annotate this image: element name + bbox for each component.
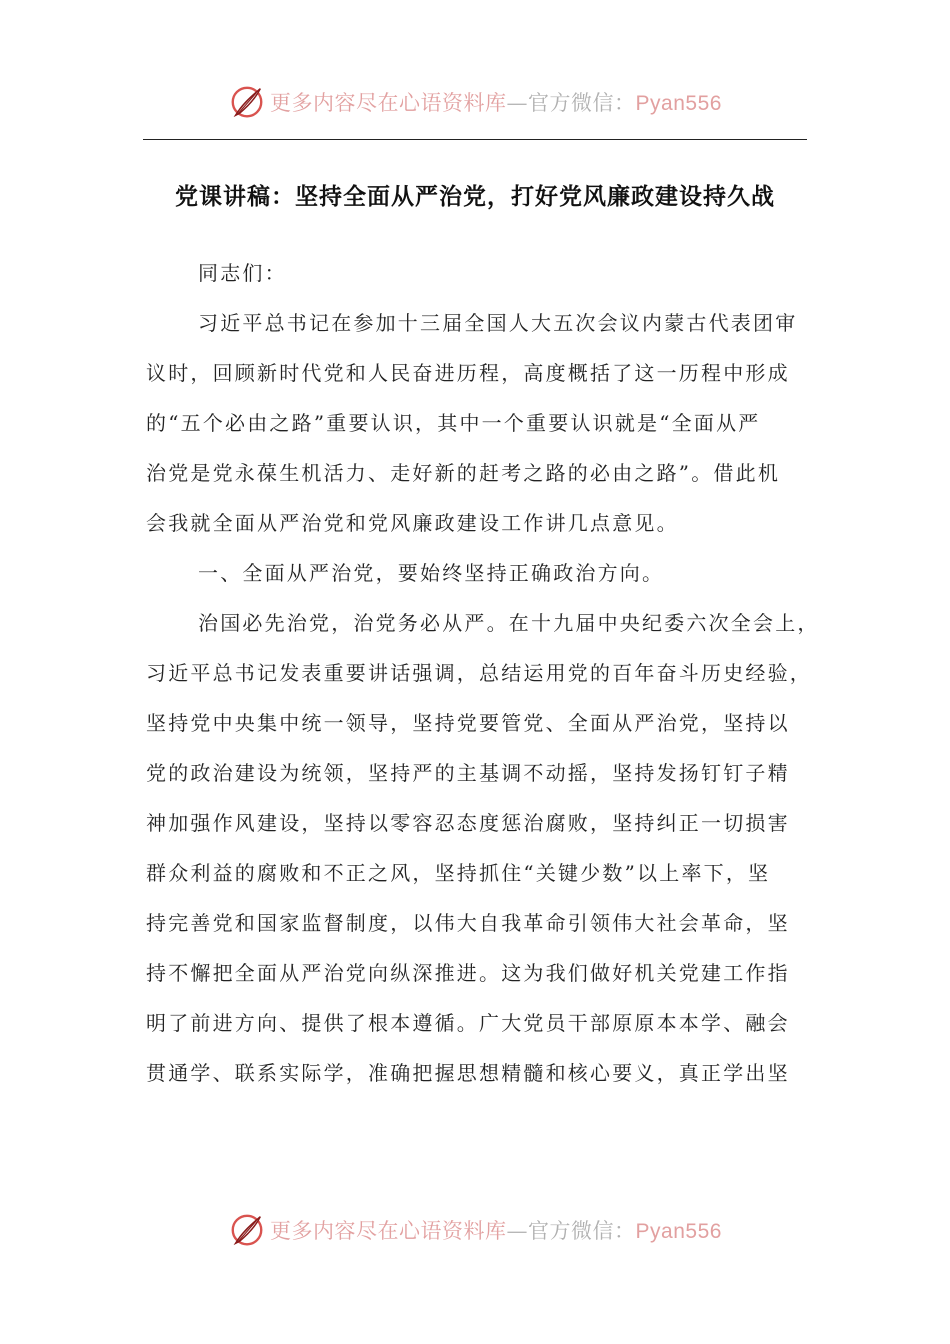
body-text-line: 持不懈把全面从严治党向纵深推进。这为我们做好机关党建工作指 — [146, 961, 790, 985]
body-text-line: 坚持党中央集中统一领导，坚持党要管党、全面从严治党，坚持以 — [146, 711, 790, 735]
banner-dash: — — [506, 91, 529, 115]
banner-text — [270, 87, 722, 117]
body-text-line: 一、全面从严治党，要始终坚持正确政治方向。 — [198, 561, 665, 585]
footer-banner — [0, 1210, 950, 1250]
header-divider — [143, 139, 807, 140]
document-title: 党课讲稿：坚持全面从严治党，打好党风廉政建设持久战 — [175, 183, 775, 210]
banner-main-text: 更多内容尽在心语资料库 — [270, 91, 507, 115]
footer-banner-text — [270, 1215, 722, 1245]
body-text-line: 明了前进方向、提供了根本遵循。广大党员干部原原本本学、融会 — [146, 1011, 790, 1035]
body-text-line: 党的政治建设为统领，坚持严的主基调不动摇，坚持发扬钉钉子精 — [146, 761, 790, 785]
document-body — [146, 248, 820, 1098]
body-text-line: 议时，回顾新时代党和人民奋进历程，高度概括了这一历程中形成 — [146, 361, 790, 385]
body-text-line: 的“五个必由之路”重要认识，其中一个重要认识就是“全面从严 — [146, 411, 761, 435]
body-text-line: 习近平总书记在参加十三届全国人大五次会议内蒙古代表团审 — [198, 311, 798, 335]
quill-logo-icon — [228, 83, 266, 121]
body-text-line: 神加强作风建设，坚持以零容忍态度惩治腐败，坚持纠正一切损害 — [146, 811, 790, 835]
footer-banner-wechat-id: Pyan556 — [635, 1220, 722, 1243]
body-text-line: 群众利益的腐败和不正之风，坚持抓住“关键少数”以上率下，坚 — [146, 861, 771, 885]
body-text-line: 会我就全面从严治党和党风廉政建设工作讲几点意见。 — [146, 511, 679, 535]
body-text-line: 同志们： — [198, 261, 287, 285]
body-text-line: 贯通学、联系实际学，准确把握思想精髓和核心要义，真正学出坚 — [146, 1061, 790, 1085]
body-text-line: 治党是党永葆生机活力、走好新的赶考之路的必由之路”。借此机 — [146, 461, 781, 485]
body-text-line: 习近平总书记发表重要讲话强调，总结运用党的百年奋斗历史经验， — [146, 661, 812, 685]
banner-content — [228, 83, 722, 121]
quill-logo-icon — [228, 1211, 266, 1249]
footer-banner-main-text: 更多内容尽在心语资料库 — [270, 1219, 507, 1243]
footer-banner-wechat-label: 官方微信： — [528, 1219, 636, 1243]
banner-wechat-id: Pyan556 — [635, 92, 722, 115]
header-banner — [0, 82, 950, 122]
banner-wechat-label: 官方微信： — [528, 91, 636, 115]
footer-banner-dash: — — [506, 1219, 529, 1243]
body-text-line: 持完善党和国家监督制度，以伟大自我革命引领伟大社会革命，坚 — [146, 911, 790, 935]
footer-banner-content — [228, 1211, 722, 1249]
body-text-line: 治国必先治党，治党务必从严。在十九届中央纪委六次全会上， — [198, 611, 820, 635]
